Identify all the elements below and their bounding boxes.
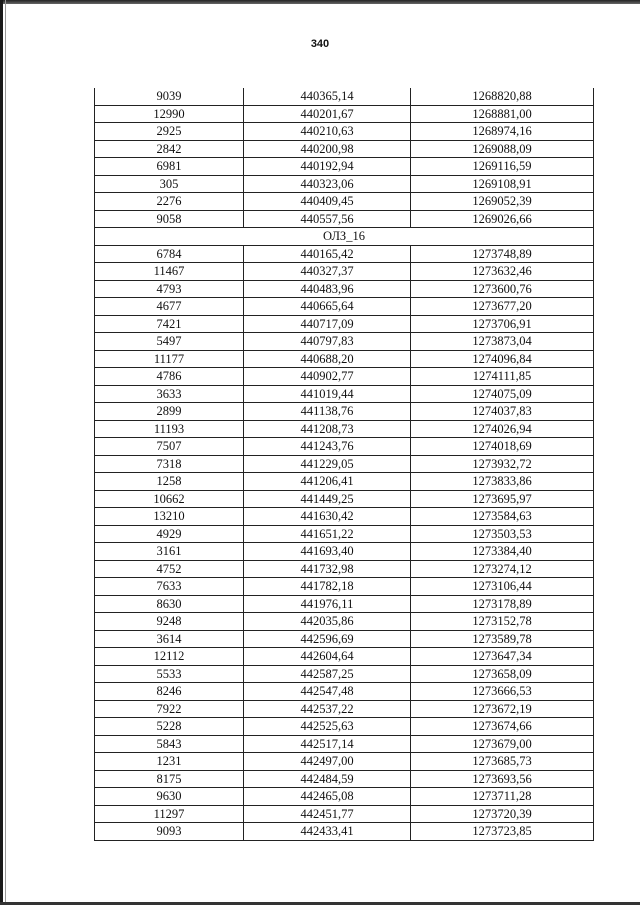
y-coordinate-cell: 1268820,88 — [411, 88, 594, 105]
x-coordinate-cell: 442517,14 — [244, 735, 411, 753]
y-coordinate-cell: 1269052,39 — [411, 193, 594, 211]
y-coordinate-cell: 1273584,63 — [411, 508, 594, 526]
point-number-cell: 3633 — [95, 385, 244, 403]
y-coordinate-cell: 1273706,91 — [411, 315, 594, 333]
point-number-cell: 7633 — [95, 578, 244, 596]
table-row — [95, 263, 594, 281]
table-row — [95, 823, 594, 841]
y-coordinate-cell: 1273833,86 — [411, 473, 594, 491]
x-coordinate-cell: 441651,22 — [244, 525, 411, 543]
x-coordinate-cell: 440902,77 — [244, 368, 411, 386]
x-coordinate-cell: 442484,59 — [244, 770, 411, 788]
point-number-cell: 2842 — [95, 140, 244, 158]
table-row — [95, 735, 594, 753]
table-row — [95, 193, 594, 211]
point-number-cell: 1258 — [95, 473, 244, 491]
page-number: 340 — [310, 38, 330, 50]
point-number-cell: 11177 — [95, 350, 244, 368]
x-coordinate-cell: 442547,48 — [244, 683, 411, 701]
x-coordinate-cell: 440210,63 — [244, 123, 411, 141]
table-row — [95, 368, 594, 386]
table-row — [95, 315, 594, 333]
x-coordinate-cell: 441782,18 — [244, 578, 411, 596]
y-coordinate-cell: 1268974,16 — [411, 123, 594, 141]
table-row — [95, 613, 594, 631]
coordinates-table-body-top — [95, 88, 594, 228]
scan-left-edge-shadow — [5, 0, 6, 905]
y-coordinate-cell: 1273647,34 — [411, 648, 594, 666]
y-coordinate-cell: 1273632,46 — [411, 263, 594, 281]
x-coordinate-cell: 440409,45 — [244, 193, 411, 211]
table-row — [95, 438, 594, 456]
point-number-cell: 4677 — [95, 298, 244, 316]
y-coordinate-cell: 1269108,91 — [411, 175, 594, 193]
y-coordinate-cell: 1273723,85 — [411, 823, 594, 841]
point-number-cell: 4793 — [95, 280, 244, 298]
y-coordinate-cell: 1273666,53 — [411, 683, 594, 701]
table-row — [95, 403, 594, 421]
x-coordinate-cell: 442035,86 — [244, 613, 411, 631]
table-row — [95, 123, 594, 141]
y-coordinate-cell: 1273695,97 — [411, 490, 594, 508]
x-coordinate-cell: 442596,69 — [244, 630, 411, 648]
x-coordinate-cell: 441630,42 — [244, 508, 411, 526]
point-number-cell: 13210 — [95, 508, 244, 526]
y-coordinate-cell: 1273720,39 — [411, 805, 594, 823]
y-coordinate-cell: 1273178,89 — [411, 595, 594, 613]
x-coordinate-cell: 440192,94 — [244, 158, 411, 176]
point-number-cell: 9630 — [95, 788, 244, 806]
y-coordinate-cell: 1273384,40 — [411, 543, 594, 561]
group-row — [95, 228, 594, 246]
table-row — [95, 280, 594, 298]
group-label: ОЛЗ_16 — [95, 228, 594, 246]
x-coordinate-cell: 442497,00 — [244, 753, 411, 771]
point-number-cell: 6981 — [95, 158, 244, 176]
y-coordinate-cell: 1274018,69 — [411, 438, 594, 456]
table-row — [95, 560, 594, 578]
table-row — [95, 175, 594, 193]
table-row — [95, 350, 594, 368]
table-row — [95, 473, 594, 491]
x-coordinate-cell: 441693,40 — [244, 543, 411, 561]
table-row — [95, 105, 594, 123]
point-number-cell: 10662 — [95, 490, 244, 508]
y-coordinate-cell: 1273274,12 — [411, 560, 594, 578]
table-row — [95, 788, 594, 806]
x-coordinate-cell: 441449,25 — [244, 490, 411, 508]
x-coordinate-cell: 441019,44 — [244, 385, 411, 403]
table-row — [95, 298, 594, 316]
x-coordinate-cell: 441976,11 — [244, 595, 411, 613]
y-coordinate-cell: 1269026,66 — [411, 210, 594, 228]
coordinates-table-group-header — [95, 228, 594, 246]
point-number-cell: 5497 — [95, 333, 244, 351]
point-number-cell: 9248 — [95, 613, 244, 631]
point-number-cell: 3161 — [95, 543, 244, 561]
point-number-cell: 7922 — [95, 700, 244, 718]
y-coordinate-cell: 1273503,53 — [411, 525, 594, 543]
y-coordinate-cell: 1273679,00 — [411, 735, 594, 753]
table-row — [95, 700, 594, 718]
table-row — [95, 525, 594, 543]
x-coordinate-cell: 440688,20 — [244, 350, 411, 368]
y-coordinate-cell: 1273748,89 — [411, 245, 594, 263]
point-number-cell: 7421 — [95, 315, 244, 333]
y-coordinate-cell: 1268881,00 — [411, 105, 594, 123]
point-number-cell: 5843 — [95, 735, 244, 753]
coordinates-table — [94, 88, 594, 841]
point-number-cell: 6784 — [95, 245, 244, 263]
table-row — [95, 385, 594, 403]
y-coordinate-cell: 1273677,20 — [411, 298, 594, 316]
x-coordinate-cell: 440665,64 — [244, 298, 411, 316]
y-coordinate-cell: 1273106,44 — [411, 578, 594, 596]
point-number-cell: 8246 — [95, 683, 244, 701]
table-row — [95, 770, 594, 788]
table-row — [95, 140, 594, 158]
point-number-cell: 5533 — [95, 665, 244, 683]
point-number-cell: 8630 — [95, 595, 244, 613]
table-row — [95, 543, 594, 561]
x-coordinate-cell: 442604,64 — [244, 648, 411, 666]
x-coordinate-cell: 440557,56 — [244, 210, 411, 228]
point-number-cell: 2925 — [95, 123, 244, 141]
table-row — [95, 665, 594, 683]
point-number-cell: 9093 — [95, 823, 244, 841]
point-number-cell: 2899 — [95, 403, 244, 421]
y-coordinate-cell: 1274075,09 — [411, 385, 594, 403]
x-coordinate-cell: 442465,08 — [244, 788, 411, 806]
point-number-cell: 5228 — [95, 718, 244, 736]
table-row — [95, 245, 594, 263]
x-coordinate-cell: 441229,05 — [244, 455, 411, 473]
y-coordinate-cell: 1273589,78 — [411, 630, 594, 648]
point-number-cell: 9058 — [95, 210, 244, 228]
x-coordinate-cell: 442525,63 — [244, 718, 411, 736]
x-coordinate-cell: 440797,83 — [244, 333, 411, 351]
y-coordinate-cell: 1273674,66 — [411, 718, 594, 736]
x-coordinate-cell: 441208,73 — [244, 420, 411, 438]
point-number-cell: 2276 — [95, 193, 244, 211]
x-coordinate-cell: 442587,25 — [244, 665, 411, 683]
point-number-cell: 11193 — [95, 420, 244, 438]
y-coordinate-cell: 1274037,83 — [411, 403, 594, 421]
table-row — [95, 333, 594, 351]
x-coordinate-cell: 440200,98 — [244, 140, 411, 158]
y-coordinate-cell: 1273600,76 — [411, 280, 594, 298]
y-coordinate-cell: 1274111,85 — [411, 368, 594, 386]
coordinates-table-body-bottom — [95, 245, 594, 840]
table-row — [95, 455, 594, 473]
point-number-cell: 8175 — [95, 770, 244, 788]
x-coordinate-cell: 441138,76 — [244, 403, 411, 421]
x-coordinate-cell: 440483,96 — [244, 280, 411, 298]
point-number-cell: 3614 — [95, 630, 244, 648]
table-row — [95, 648, 594, 666]
point-number-cell: 7318 — [95, 455, 244, 473]
y-coordinate-cell: 1273693,56 — [411, 770, 594, 788]
x-coordinate-cell: 440365,14 — [244, 88, 411, 105]
x-coordinate-cell: 440327,37 — [244, 263, 411, 281]
y-coordinate-cell: 1273932,72 — [411, 455, 594, 473]
table-row — [95, 420, 594, 438]
point-number-cell: 4786 — [95, 368, 244, 386]
y-coordinate-cell: 1274096,84 — [411, 350, 594, 368]
table-row — [95, 210, 594, 228]
x-coordinate-cell: 440717,09 — [244, 315, 411, 333]
y-coordinate-cell: 1273711,28 — [411, 788, 594, 806]
x-coordinate-cell: 442433,41 — [244, 823, 411, 841]
y-coordinate-cell: 1273685,73 — [411, 753, 594, 771]
table-row — [95, 88, 594, 105]
table-row — [95, 630, 594, 648]
point-number-cell: 4929 — [95, 525, 244, 543]
x-coordinate-cell: 440201,67 — [244, 105, 411, 123]
y-coordinate-cell: 1273152,78 — [411, 613, 594, 631]
point-number-cell: 305 — [95, 175, 244, 193]
x-coordinate-cell: 442537,22 — [244, 700, 411, 718]
table-row — [95, 595, 594, 613]
x-coordinate-cell: 440323,06 — [244, 175, 411, 193]
x-coordinate-cell: 441732,98 — [244, 560, 411, 578]
scan-left-edge — [0, 0, 3, 905]
point-number-cell: 12112 — [95, 648, 244, 666]
point-number-cell: 9039 — [95, 88, 244, 105]
table-row — [95, 578, 594, 596]
y-coordinate-cell: 1269088,09 — [411, 140, 594, 158]
point-number-cell: 11467 — [95, 263, 244, 281]
table-row — [95, 683, 594, 701]
x-coordinate-cell: 441243,76 — [244, 438, 411, 456]
x-coordinate-cell: 442451,77 — [244, 805, 411, 823]
point-number-cell: 4752 — [95, 560, 244, 578]
table-row — [95, 490, 594, 508]
y-coordinate-cell: 1274026,94 — [411, 420, 594, 438]
x-coordinate-cell: 441206,41 — [244, 473, 411, 491]
table-row — [95, 718, 594, 736]
point-number-cell: 11297 — [95, 805, 244, 823]
point-number-cell: 1231 — [95, 753, 244, 771]
y-coordinate-cell: 1273658,09 — [411, 665, 594, 683]
table-row — [95, 158, 594, 176]
y-coordinate-cell: 1269116,59 — [411, 158, 594, 176]
table-row — [95, 805, 594, 823]
x-coordinate-cell: 440165,42 — [244, 245, 411, 263]
table-row — [95, 508, 594, 526]
point-number-cell: 12990 — [95, 105, 244, 123]
table-row — [95, 753, 594, 771]
scan-top-edge — [0, 0, 640, 4]
y-coordinate-cell: 1273873,04 — [411, 333, 594, 351]
point-number-cell: 7507 — [95, 438, 244, 456]
y-coordinate-cell: 1273672,19 — [411, 700, 594, 718]
